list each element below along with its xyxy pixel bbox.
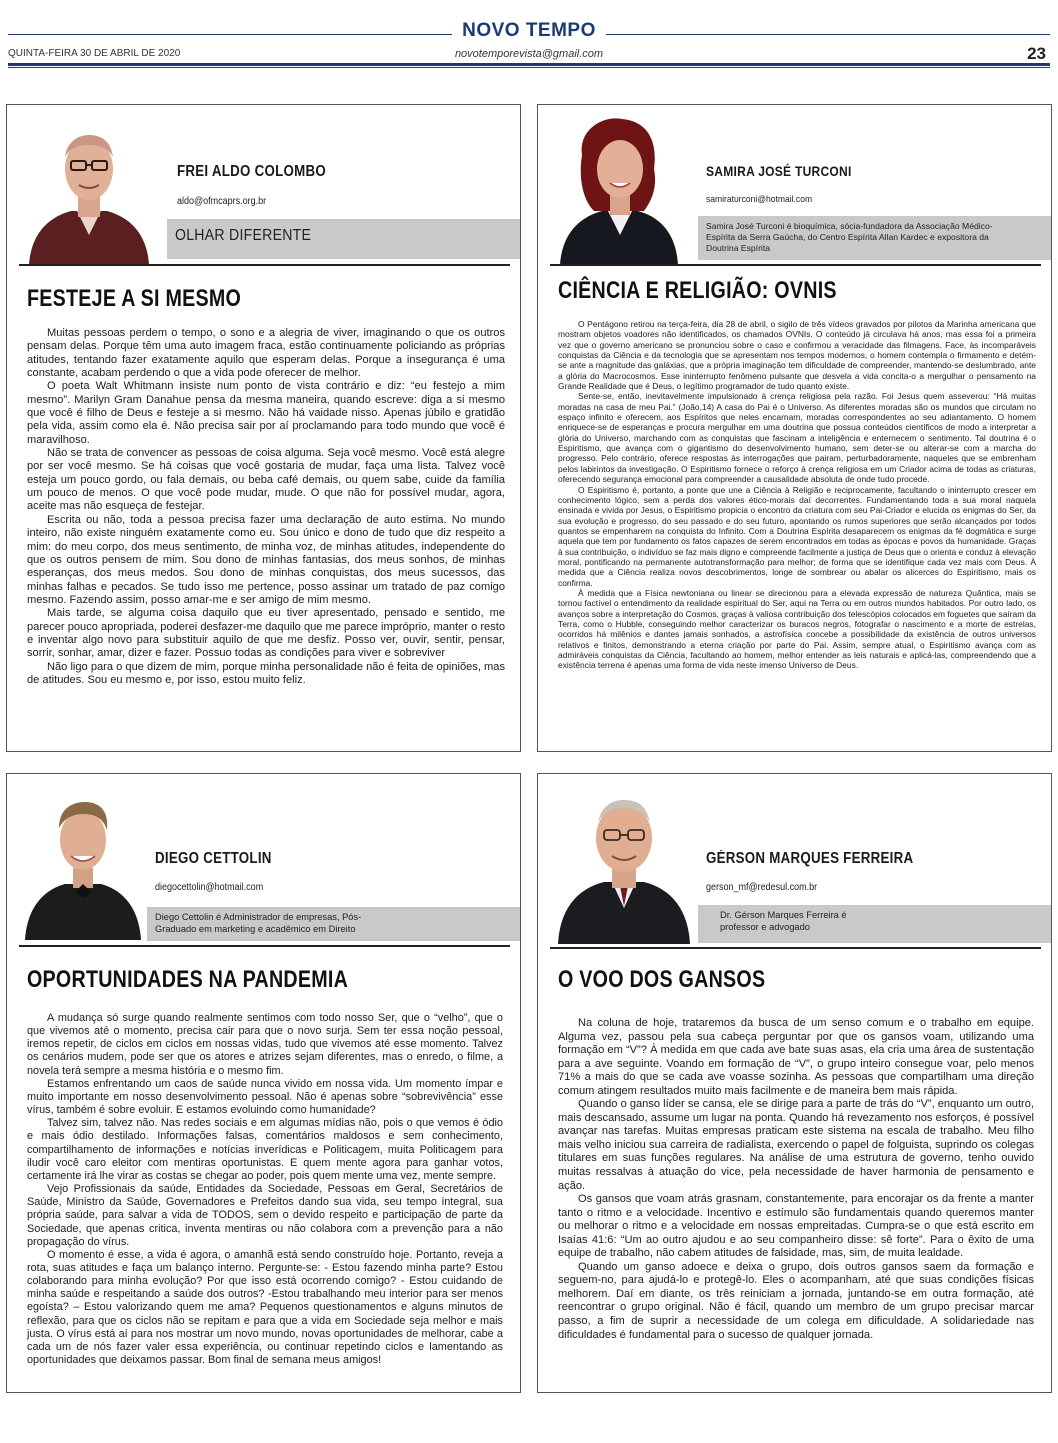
paragraph: O Espiritismo é, portanto, a ponte que une a Ciência à Religião e reciprocamente, facultando o ininterrupto crescer em conhecimento lógico, sem a perda dos valores ético-morais daí decorrentes. Fundamentando toda a sua moral naquela ensinada e vivida por Jesus, o Espiritismo propicia o encontro da criatura com seu Pai-Criador e elucida os enigmas do Ser, da sua evolução e progresso, do seu passado e do seu futuro, apontando os rumos superiores que serão alcançados por todos quantos se empenharem na conquista do Infinito. Com a Doutrina Espírita desaparecem os enigmas da fé dogmática e surge aquela que tem por fundamento os fatos capazes de serem encontrados em todas as épocas e povos da humanidade. Graças à sua contribuição, o indivíduo se faz mais digno e compreende facilmente a justiça de Deus que o orienta e conduz à elevação moral, pontificando na permanente autotransformação para melhor; de forma que se identifique cada vez mais com Deus. À medida que a Ciência realiza novos descobrimentos, longe de sombrear ou abalar os alicerces do Espiritismo, mais os confirma. [558,484,1036,588]
author-photo [23,788,143,940]
header-divider [19,945,510,947]
paragraph: Sente-se, então, inevitavelmente impulsionado à crença religiosa pela razão. Foi Jesus quem asseverou: “Há muitas moradas na casa de meu Pai.” (João,14) A casa do Pai é o Universo. As diferentes moradas são os mundos que circulam no espaço infinito e oferecem, aos Espíritos que neles encarnam, moradas correspondentes ao seu adiantamento. O homem enriquece-se de esperanças e procura mergulhar em uma doutrina que possua conteúdos científicos de modo a interpretar a glória do Universo, marchando com as conquistas que fascinam a inteligência e enternecem o sentimento. Tal doutrina é o Espiritismo, que avança com o gigantismo do desenvolvimento humano, sem deter-se ou alterar-se com a marcha do progresso. Pelo contrário, oferece respostas às interrogações que pairam, perturbadoramente, naqueles que se embrenham pelos labirintos da investigação. O Espiritismo fornece o reforço à crença religiosa em um Criador acima de todas as criaturas, oferecendo segurança emocional para compreender a causalidade absoluta de onde tudo procede. [558,391,1036,485]
headline: FESTEJE A SI MESMO [27,285,242,312]
bio-bar [698,216,1052,260]
paragraph: O momento é esse, a vida é agora, o amanhã está sendo construído hoje. Portanto, reveja a rota, suas atitudes e faça um balanço interno. Pergunte-se: - Estou fazendo minha parte? Estou colaborando para minha evolução? Por que isso está ocorrendo comigo? - Estou cuidando de minha saúde e respeitando a saúde dos outros? -Estou trabalhando meu interior para ser menos egoísta? – Estou valorizando quem me ama? Pequenos questionamentos e alguns minutos de reflexão, para que os ciclos não se repitam e para que a vida em Sociedade seja melhor e mais justa. O vírus está aí para nos mostrar um novo mundo, novas oportunidades de melhorar, cabe a cada um de nós fazer valer essa experiência, ou continuar repetindo ciclos e lamentando as oportunidades que deixamos passar. Bom final de semana meus amigos! [27,1248,503,1367]
author-photo [23,117,153,265]
header-divider [550,264,1041,266]
section-label: OLHAR DIFERENTE [175,227,312,244]
author-email[interactable]: gerson_mf@redesul.com.br [706,882,818,893]
contact-email[interactable]: novotemporevista@gmail.com [454,48,604,60]
bio-bar [147,907,521,941]
author-portrait-icon [23,788,143,940]
author-bio: Dr. Gérson Marques Ferreira é professor e advogado [720,910,847,932]
paragraph: O poeta Walt Whitmann insiste num ponto de vista contrário e diz: “eu festejo a mim mesmo”. Marilyn Gram Danahue pensa da mesma maneira, quando escreve: diga a si mesmo que você é filho de Deus e festeje a si mesmo. Não há vaidade nisso. Apenas júbilo e gratidão pela vida, assim como ela é. Não precisa sair por aí proclamando para todo mundo que você é maravilhoso. [27,380,505,446]
author-portrait-icon [23,117,153,265]
author-name: GÉRSON MARQUES FERREIRA [706,850,914,867]
paragraph: Mais tarde, se alguma coisa daquilo que eu tiver apresentado, pensado e sentido, me parecer pouco apropriada, poderei desfazer-me daquilo que me parece impróprio, manter o resto e inventar algo novo para substituir aquilo de que me desfiz. Posso ver, ouvir, sentir, pensar, sorrir, sonhar, amar, dizer e fazer. Possuo todas as condições para viver e sobreviver [27,607,505,660]
author-name: SAMIRA JOSÉ TURCONI [706,163,852,179]
masthead-bottom-rule [8,63,1050,66]
paragraph: Não ligo para o que dizem de mim, porque minha personalidade não é feita de opiniões, mas de atitudes. Sou eu mesmo e, por isso, estou muito feliz. [27,660,505,686]
author-portrait-icon [554,786,694,944]
paragraph: Os gansos que voam atrás grasnam, constantemente, para encorajar os da frente a manter tanto o ritmo e a velocidade. Incentivo e estímulo são fundamentais quando queremos manter ou melhorar o ritmo e a velocidade em nossas empreitadas. Cumpra-se o que está escrito em Isaías 41:6: “Um ao outro ajudou e ao seu companheiro disse: sê forte”. Para o êxito de uma equipe de trabalho, não cabem atitudes de falsidade, mas, sim, de muita lealdade. [558,1193,1034,1260]
paragraph: Não se trata de convencer as pessoas de coisa alguma. Seja você mesmo. Você está alegre por ser você mesmo. Se há coisas que você gostaria de mudar, faça uma lista. Talvez você esteja um pouco gordo, ou fala demais, ou beba café demais, ou quem sabe, cuide da família um pouco de menos. O que você pode mudar, mude. O que não for possível mudar, agora, aceite mas não esqueça de festejar. [27,447,505,513]
headline: O VOO DOS GANSOS [558,966,766,993]
author-email[interactable]: diegocettolin@hotmail.com [155,882,264,893]
headline: OPORTUNIDADES NA PANDEMIA [27,966,349,993]
author-name: FREI ALDO COLOMBO [177,163,327,180]
author-email[interactable]: samiraturconi@hotmail.com [706,194,813,205]
paragraph: Escrita ou não, toda a pessoa precisa fazer uma declaração de auto estima. No mundo inteiro, não existe ninguém exatamente como eu. Sou único e dono de tudo que diz respeito a mim: do meu corpo, dos meus sentimento, de minha voz, de minhas atitudes, independente do que os outros pensem de mim. Sou dono de minhas fantasias, dos meus sonhos, de minhas esperanças, dos meus medos. Sou dono de minhas conquistas, dos meus sucessos, das minhas falhas e pecados. Se tudo isso me pertence, posso assinar um tratado de paz comigo mesmo. Fazendo assim, posso amar-me e ser amigo de mim mesmo. [27,513,505,606]
header-divider [19,264,510,266]
column-panel-frei-aldo [6,104,521,752]
paragraph: O Pentágono retirou na terça-feira, dia 28 de abril, o sigilo de três vídeos gravados por pilotos da Marinha americana que mostram objetos voadores não identificados, os chamados OVNIs. O conteúdo já circulava há anos, mas essa foi a primeira vez que o governo americano se pronunciou sobre o caso e confirmou a veracidade das filmagens. Face, às incomparáveis conquistas da Ciência e da tecnologia que se apresentam nos tempos modernos, o homem contempla o firmamento e detém-se ante a magnitude das galáxias, que a própria imaginação tem dificuldade de compreender, mantendo-se deslumbrado, ante a glória do Macrocosmos. Esse ininterrupto fenômeno pulsante que desvela a vida concita-o a mergulhar o pensamento na Grande Realidade que é Deus, o legítimo programador de tudo quanto existe. [558,319,1036,392]
newspaper-title: NOVO TEMPO [0,20,1058,42]
paragraph: Na coluna de hoje, trataremos da busca de um senso comum e o trabalho em equipe. Alguma vez, passou pela sua cabeça perguntar por que os gansos voam, utilizando uma formação em “V”? À medida em que cada ave bate suas asas, ela cria uma área de sustentação para a ave seguinte. Voando em formação de “V”, o grupo inteiro consegue voar, pelo menos 71% a mais do que se cada ave voasse sozinha. As pessoas que compartilham uma direção comum atingem resultados muito mais facilmente e de maneira bem mais rápida. [558,1017,1034,1097]
paragraph: Vejo Profissionais da saúde, Entidades da Sociedade, Pessoas em Geral, Secretários de Saúde, Ministro da Saúde, Governadores e Prefeitos dando sua vida, seu tempo integral, sua própria saúde, para salvar a vida de TODOS, sem o devido respeito e participação de parte da Sociedade, que apenas critica, inventa mentiras ou não colabora com a prevenção para a não propagação do vírus. [27,1183,503,1248]
author-bio: Diego Cettolin é Administrador de empresas, Pós-Graduado em marketing e acadêmico em Direito [155,912,362,934]
paragraph: Muitas pessoas perdem o tempo, o sono e a alegria de viver, imaginando o que os outros pensam delas. Porque têm uma auto imagem fraca, estão continuamente policiando as próprias atitudes, tentando fazer exatamente aquilo que esperam delas. Porque a insegurança é uma constante, acabam perdendo o que a vida pode oferecer de melhor. [27,327,505,380]
author-email[interactable]: aldo@ofmcaprs.org.br [177,196,267,207]
article-body [27,327,505,687]
masthead [0,0,1058,70]
author-bio: Samira José Turconi é bioquímica, sócia-fundadora da Associação Médico-Espírita da Serra Gaúcha, do Centro Espírita Allan Kardec e expositora da Doutrina Espírita [706,221,993,253]
column-panel-gerson [537,773,1052,1393]
bio-bar [698,905,1052,943]
paragraph: Talvez sim, talvez não. Nas redes sociais e em algumas mídias não, pois o que vemos é ódio e mais ódio destilado. Informações falsas, comentários maldosos e sem conhecimento, compartilhamento de informações e notícias inverídicas e Politicagem, muita Politicagem para iludir você caro eleitor com mentiras oportunistas. E quem mente agora para ganhar votos, certamente irá lhe virar as costas se chegar ao poder, pois quem mente uma vez, mente sempre. [27,1117,503,1182]
paragraph: Quando o ganso líder se cansa, ele se dirige para a parte de trás do “V”, enquanto um outro, mais descansado, assume um lugar na ponta. Quando há revezamento nos esforços, é possível avançar nas tarefas. Muitas empresas praticam este sistema na escala de trabalho. Meu filho mais velho iniciou sua carreira de radialista, exercendo o papel de folguista, suprindo os colegas titulares em suas funções regulares. Na análise de uma estrutura de governo, tenho ouvido muitas ressalvas à atuação do vice, pela necessidade de haver harmonia de pensamento e ação. [558,1098,1034,1192]
masthead-bottom-rule-thin [8,67,1050,68]
paragraph: À medida que a Física newtoniana ou linear se direcionou para a elevada expressão de natureza Quântica, mais se tornou factível o entendimento da realidade espiritual do Ser, aqui na Terra ou em outros mundos habitados. Por outro lado, os avanços sobre a interpretação do Cosmos, graças à valiosa contribuição dos telescópios colocados em foguetes que saíram da Terra, como o Hubble, conseguindo melhor caracterizar os buracos negros, fotografar o nascimento e a morte de estrelas, ocorridos há milênios e dantes jamais sonhados, a astrofísica concebe a possibilidade da existência de outros universos relativos e finitos, demonstrando a eterna criação por parte do Pai. Assim, sempre atual, o Espiritismo avança com as admiráveis conquistas da Ciência, facultando ao homem, melhor entender as leis naturais e aplicá-las, compreendendo que a existência terrena é apenas uma forma de vida neste imenso Universo de Deus. [558,587,1036,671]
column-panel-samira [537,104,1052,752]
paragraph: A mudança só surge quando realmente sentimos com todo nosso Ser, que o “velho”, que o que vivemos até o momento, precisa cair para que o novo surja. Sem ter essa noção pessoal, iremos repetir, de ciclos em ciclos em nossas vidas, tudo que vivemos até esse momento. Talvez os cenários mudem, pode ser que os atores e atrizes sejam diferentes, mas o enredo, o filme, a novela terá sempre a mesma história e o mesmo fim. [27,1012,503,1077]
author-photo [554,115,684,265]
article-body [558,319,1036,671]
article-body [27,1012,503,1367]
paragraph: Quando um ganso adoece e deixa o grupo, dois outros gansos saem da formação e seguem-no, para ajudá-lo e protegê-lo. Eles o acompanham, até que suas condições físicas melhorem. Daí em diante, os três reiniciam a jornada, juntando-se em outra formação, até reencontrar o grupo original. Não é fácil, quando um membro de um grupo precisar marcar passo, a fim de suprir a necessidade de um colega em dificuldade. A solidariedade nas dificuldades é fundamental para o sucesso de qualquer jornada. [558,1260,1034,1341]
page-number: 23 [1027,44,1046,63]
author-photo [554,786,694,944]
author-portrait-icon [554,115,684,265]
issue-date: QUINTA-FEIRA 30 DE ABRIL DE 2020 [8,48,181,59]
author-name: DIEGO CETTOLIN [155,850,272,867]
header-divider [550,947,1041,949]
headline: CIÊNCIA E RELIGIÃO: OVNIS [558,277,837,304]
column-panel-diego [6,773,521,1393]
article-body [558,1017,1034,1342]
paragraph: Estamos enfrentando um caos de saúde nunca vivido em nossa vida. Um momento ímpar e muito importante em nosso desenvolvimento pessoal. Não é apenas sobre “sobrevivência” esse vírus, também é sobre evoluir. E estamos evoluindo como humanidade? [27,1077,503,1117]
section-bar [167,219,521,259]
